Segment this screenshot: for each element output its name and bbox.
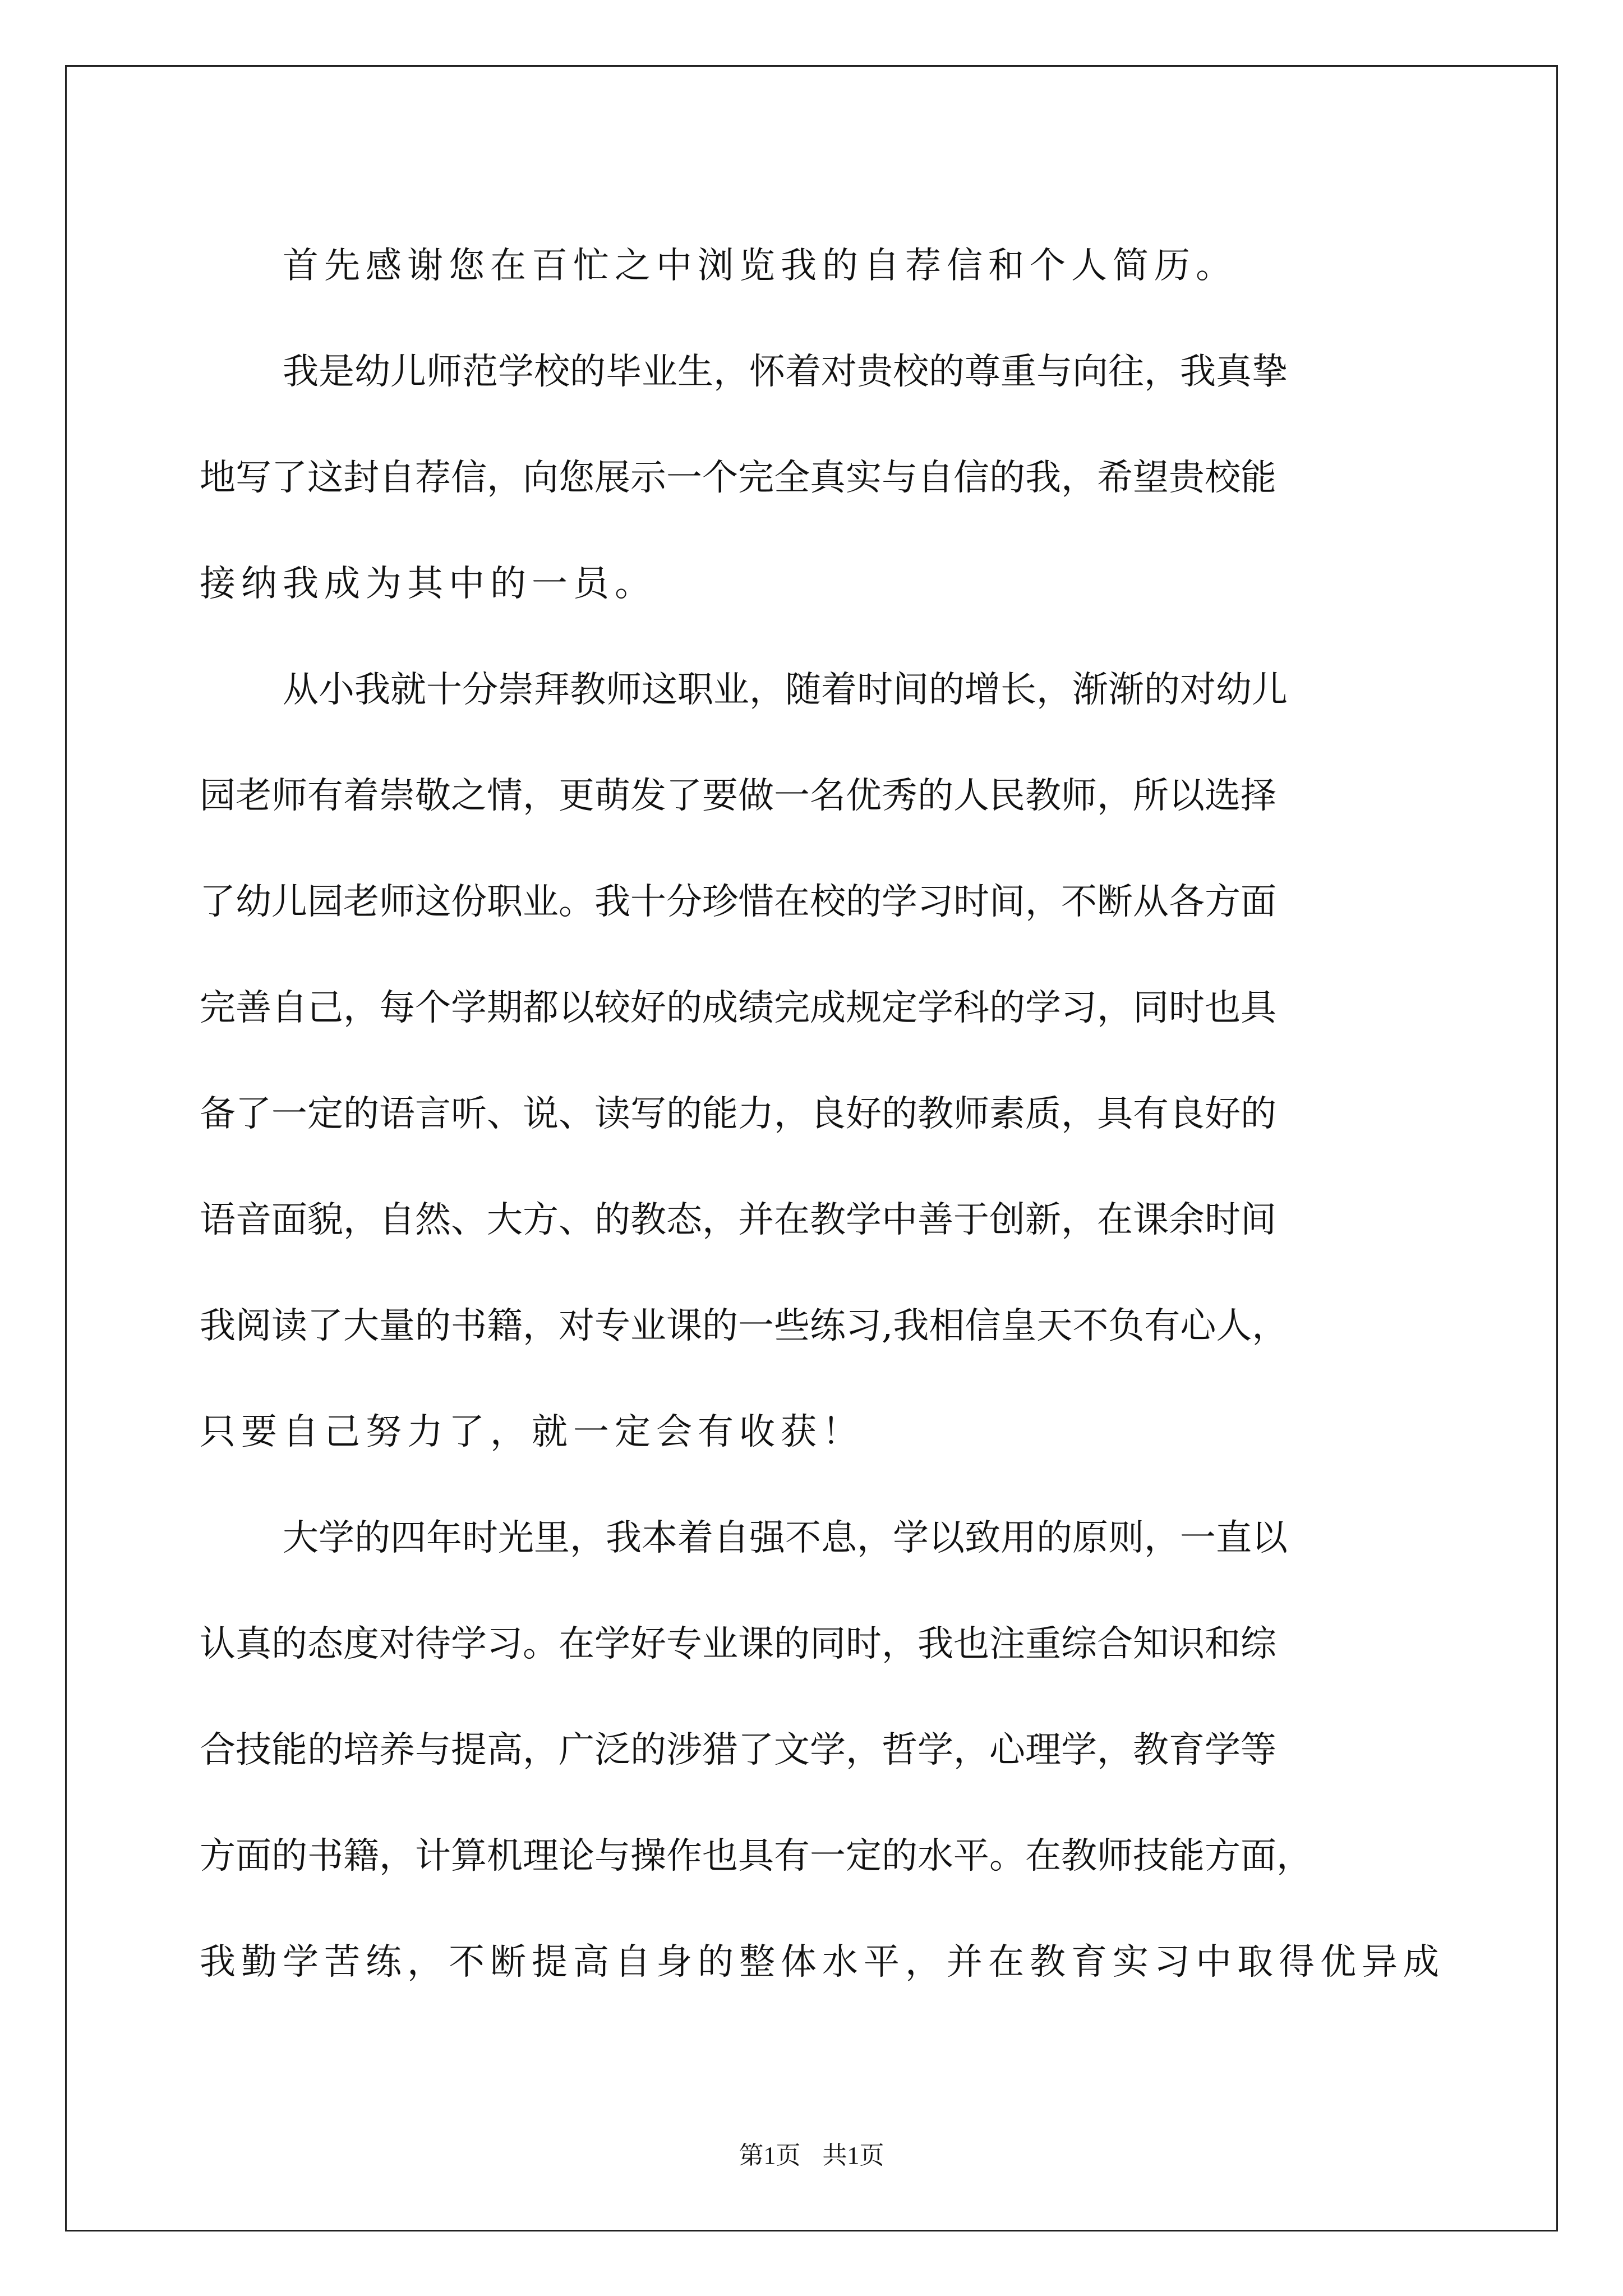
text-line: 地写了这封自荐信，向您展示一个完全真实与自信的我，希望贵校能 — [200, 457, 1276, 499]
text-line: 我阅读了大量的书籍，对专业课的一些练习,我相信皇天不负有心人， — [200, 1305, 1288, 1347]
text-line: 了幼儿园老师这份职业。我十分珍惜在校的学习时间，不断从各方面 — [200, 881, 1276, 923]
text-line: 我勤学苦练，不断提高自身的整体水平，并在教育实习中取得优异成 — [200, 1941, 1445, 1983]
text-line: 合技能的培养与提高，广泛的涉猎了文学，哲学，心理学，教育学等 — [200, 1729, 1276, 1771]
text-line: 方面的书籍，计算机理论与操作也具有一定的水平。在教师技能方面， — [200, 1835, 1312, 1877]
page-total: 共1页 — [822, 2142, 884, 2169]
text-line: 备了一定的语言听、说、读写的能力，良好的教师素质，具有良好的 — [200, 1093, 1276, 1135]
text-line: 园老师有着崇敬之情，更萌发了要做一名优秀的人民教师，所以选择 — [200, 775, 1276, 817]
page-footer — [0, 2135, 1623, 2171]
paragraph-1 — [200, 213, 1433, 319]
text-line: 大学的四年时光里，我本着自强不息，学以致用的原则，一直以 — [283, 1517, 1288, 1559]
paragraph-3 — [200, 637, 1433, 1485]
text-line: 从小我就十分崇拜教师这职业，随着时间的增长，渐渐的对幼儿 — [283, 669, 1288, 711]
text-line: 完善自己，每个学期都以较好的成绩完成规定学科的学习，同时也具 — [200, 987, 1276, 1029]
text-line: 语音面貌，自然、大方、的教态，并在教学中善于创新，在课余时间 — [200, 1199, 1276, 1241]
paragraph-2 — [200, 319, 1433, 637]
text-line: 首先感谢您在百忙之中浏览我的自荐信和个人简历。 — [283, 245, 1237, 287]
document-body — [200, 213, 1445, 2016]
text-line: 接纳我成为其中的一员。 — [200, 563, 656, 605]
page-number: 第1页 — [739, 2142, 801, 2169]
text-line: 只要自己努力了，就一定会有收获！ — [200, 1411, 864, 1453]
paragraph-4 — [200, 1485, 1445, 2016]
text-line: 我是幼儿师范学校的毕业生，怀着对贵校的尊重与向往，我真挚 — [283, 351, 1288, 393]
text-line: 认真的态度对待学习。在学好专业课的同时，我也注重综合知识和综 — [200, 1623, 1276, 1665]
